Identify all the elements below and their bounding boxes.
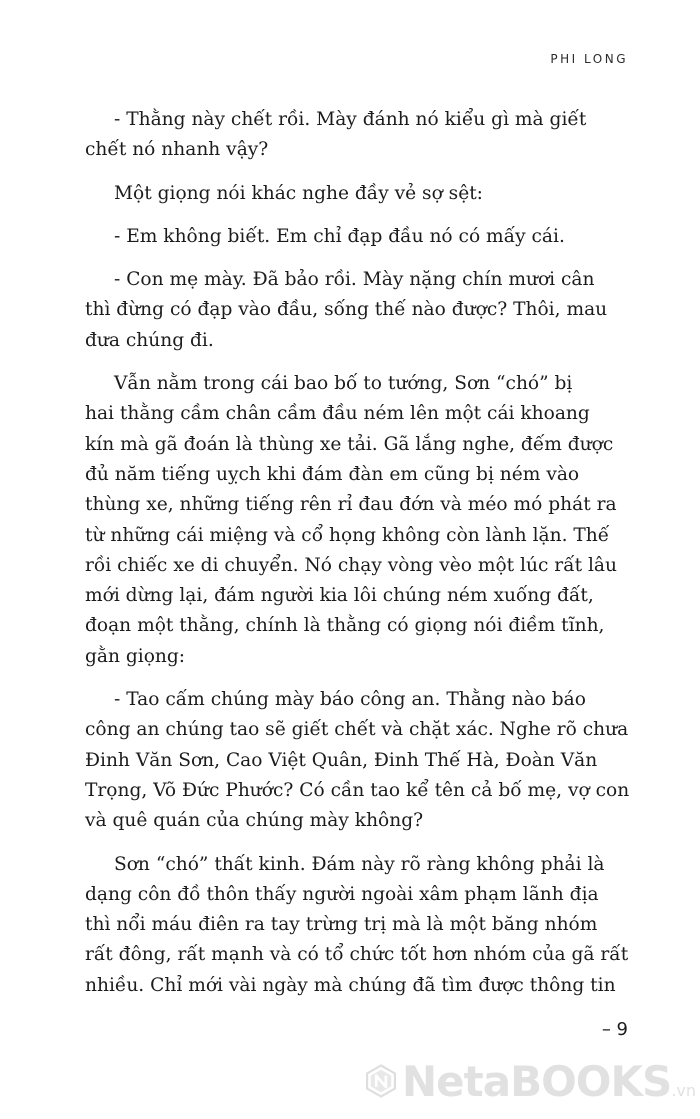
text-line: hai thằng cầm chân cầm đầu ném lên một cái khoang (85, 403, 590, 425)
watermark-suffix: .vn (671, 1080, 696, 1100)
text-line: - Thằng này chết rồi. Mày đánh nó kiểu gì mà giết (114, 109, 587, 130)
watermark-brand: NetaBOOKS (402, 1056, 672, 1106)
text-line: dạng côn đồ thôn thấy người ngoài xâm phạm lãnh địa (85, 883, 599, 905)
text-line: thì nổi máu điên ra tay trừng trị mà là một băng nhóm (85, 914, 598, 936)
text-line: rất đông, rất mạnh và có tổ chức tốt hơn nhóm của gã rất (85, 944, 629, 966)
text-line: Đinh Văn Sơn, Cao Việt Quân, Đinh Thế Hà, Đoàn Văn (85, 749, 598, 771)
running-header-author: PHI LONG (550, 52, 628, 66)
text-line: Trọng, Võ Đức Phước? Có cần tao kể tên cả bố mẹ, vợ con (85, 779, 630, 801)
text-line: - Tao cấm chúng mày báo công an. Thằng nào báo (114, 689, 586, 711)
text-line: đủ năm tiếng uỵch khi đám đàn em cũng bị ném vào (85, 463, 580, 485)
page-number: – 9 (601, 1019, 628, 1040)
watermark-text (402, 1057, 696, 1106)
text-line: công an chúng tao sẽ giết chết và chặt xác. Nghe rõ chưa (85, 719, 629, 741)
paragraph-4 (85, 265, 648, 356)
text-line: đưa chúng đi. (85, 329, 214, 351)
text-line: - Con mẹ mày. Đã bảo rồi. Mày nặng chín mươi cân (114, 269, 595, 291)
body-text (85, 105, 648, 1014)
paragraph-5 (85, 369, 648, 672)
paragraph-1 (85, 105, 648, 166)
paragraph-7 (85, 850, 648, 1001)
text-line: gằn giọng: (85, 645, 186, 667)
text-line: thì đừng có đạp vào đầu, sống thế nào được? Thôi, mau (85, 299, 608, 321)
text-line: và quê quán của chúng mày không? (85, 810, 424, 832)
paragraph-3 (114, 222, 648, 252)
text-line: đoạn một thằng, chính là thằng có giọng nói điềm tĩnh, (85, 615, 605, 637)
text-line: kín mà gã đoán là thùng xe tải. Gã lắng nghe, đếm được (85, 433, 614, 455)
watermark (366, 1046, 696, 1116)
text-line: thùng xe, những tiếng rên rỉ đau đớn và méo mó phát ra (85, 494, 617, 516)
text-line: nhiều. Chỉ mới vài ngày mà chúng đã tìm được thông tin (85, 974, 616, 996)
text-line: từ những cái miệng và cổ họng không còn lành lặn. Thế (85, 524, 610, 546)
paragraph-6 (85, 685, 648, 836)
text-line: mới dừng lại, đám người kia lôi chúng ném xuống đất, (85, 585, 594, 607)
text-line: Một giọng nói khác nghe đầy vẻ sợ sệt: (114, 182, 483, 204)
text-line: - Em không biết. Em chỉ đạp đầu nó có mấy cái. (114, 225, 565, 247)
text-line: rồi chiếc xe di chuyển. Nó chạy vòng vèo một lúc rất lâu (85, 554, 617, 576)
netabooks-logo-icon (366, 1050, 396, 1112)
paragraph-2 (114, 179, 648, 209)
text-line: Sơn “chó” thất kinh. Đám này rõ ràng không phải là (114, 853, 605, 875)
text-line: chết nó nhanh vậy? (85, 139, 269, 161)
text-line: Vẫn nằm trong cái bao bố to tướng, Sơn “chó” bị (114, 373, 573, 395)
